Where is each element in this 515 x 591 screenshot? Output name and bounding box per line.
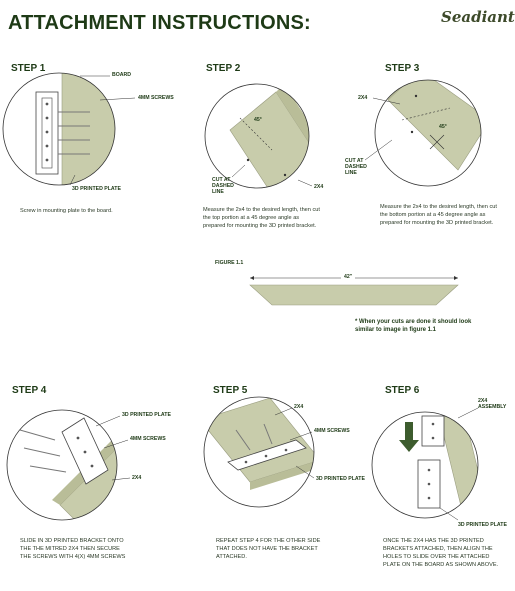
step5-screws-label: 4MM SCREWS	[314, 428, 350, 434]
page-title: ATTACHMENT INSTRUCTIONS:	[8, 12, 311, 34]
figure-label: FIGURE 1.1	[215, 260, 244, 266]
step3-cut-label: CUT AT DASHED LINE	[345, 158, 367, 176]
step3-illustration	[365, 60, 490, 186]
step3-2x4-label: 2X4	[358, 95, 368, 101]
step4-screws-label: 4MM SCREWS	[130, 436, 166, 442]
brand-logo: Seadiant	[441, 8, 515, 26]
step1-heading: STEP 1	[11, 63, 46, 74]
step2-2x4-label: 2X4	[314, 184, 324, 190]
step6-plate-label: 3D PRINTED PLATE	[458, 522, 507, 528]
step4-heading: STEP 4	[12, 385, 47, 396]
step6-heading: STEP 6	[385, 385, 420, 396]
figure-note: * When your cuts are done it should look similar to image in figure 1.1	[355, 319, 472, 333]
step1-description: Screw in mounting plate to the board.	[20, 208, 113, 214]
step1-board-label: BOARD	[112, 72, 132, 78]
step6-assembly-label: 2X4 ASSEMBLY	[478, 398, 507, 410]
step3-angle-label: 45°	[439, 124, 447, 130]
step2-heading: STEP 2	[206, 63, 241, 74]
step3-heading: STEP 3	[385, 63, 420, 74]
step5-heading: STEP 5	[213, 385, 248, 396]
down-arrow-head	[399, 440, 419, 452]
step3-description: Measure the 2x4 to the desired length, then cut the bottom portion at a 45 degree angle as prepared for mounting the 3D printed bracket.	[380, 204, 497, 226]
step6-description: ONCE THE 2X4 HAS THE 3D PRINTED BRACKETS ATTACHED, THEN ALIGN THE HOLES TO SLIDE OVER THE ATTACHED PLATE ON THE BOARD AS SHOWN ABOVE.	[383, 538, 499, 568]
step6-illustration	[372, 405, 490, 535]
step2-description: Measure the 2x4 to the desired length, then cut the top portion at a 45 degree angle as prepared for mounting the 3D printed bracket.	[203, 207, 320, 229]
step5-description: REPEAT STEP 4 FOR THE OTHER SIDE THAT DOES NOT HAVE THE BRACKET ATTACHED.	[216, 538, 321, 560]
step5-plate-label: 3D PRINTED PLATE	[316, 476, 365, 482]
step4-plate-label: 3D PRINTED PLATE	[122, 412, 171, 418]
figure-1-1-illustration	[250, 274, 458, 305]
step1-illustration	[3, 70, 135, 190]
step2-cut-label: CUT AT DASHED LINE	[212, 177, 234, 195]
step4-description: SLIDE IN 3D PRINTED BRACKET ONTO THE THE MITRED 2X4 THEN SECURE THE SCREWS WITH 4(X) 4MM SCREWS	[20, 538, 126, 560]
step5-2x4-label: 2X4	[294, 404, 304, 410]
step4-2x4-label: 2X4	[132, 475, 142, 481]
down-arrow-shaft	[405, 422, 413, 440]
step1-screws-label: 4MM SCREWS	[138, 95, 174, 101]
step2-angle-label: 45°	[254, 117, 262, 123]
step5-illustration	[200, 397, 320, 507]
figure-dimension: 42"	[344, 274, 353, 280]
step1-plate-label: 3D PRINTED PLATE	[72, 186, 121, 192]
